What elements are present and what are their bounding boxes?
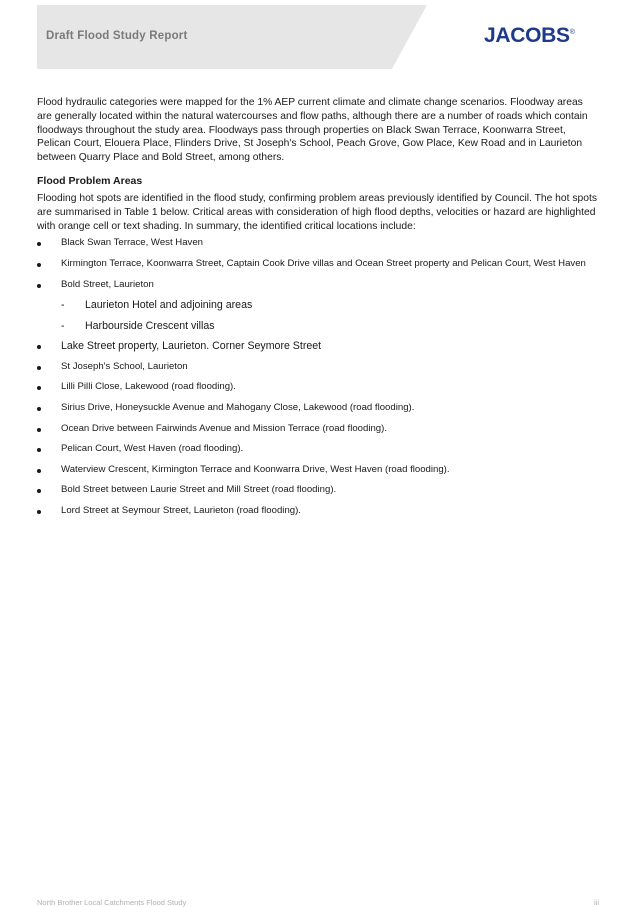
list-item: Pelican Court, West Haven (road flooding). xyxy=(37,443,597,455)
list-item: Ocean Drive between Fairwinds Avenue and Mission Terrace (road flooding). xyxy=(37,423,597,435)
sub-list-item: - Laurieton Hotel and adjoining areas xyxy=(61,298,253,311)
sub-list xyxy=(61,299,597,332)
bullet-icon xyxy=(37,510,41,514)
bullet-icon xyxy=(37,407,41,411)
bullet-icon xyxy=(37,242,41,246)
bullet-icon xyxy=(37,448,41,452)
bullet-icon xyxy=(37,386,41,390)
bullet-icon xyxy=(37,489,41,493)
list-item: Bold Street, Laurieton - Laurieton Hotel and adjoining areas - Harbourside Crescent villas xyxy=(37,279,597,332)
bullet-icon xyxy=(37,469,41,473)
list-item: Bold Street between Laurie Street and Mill Street (road flooding). xyxy=(37,484,597,496)
logo-text: JACOBS xyxy=(484,24,570,47)
page-number: iii xyxy=(594,898,599,907)
section-paragraph: Flooding hot spots are identified in the flood study, confirming problem areas previously identified by Council. The hot spots are summarised in Table 1 below. Critical areas with consideration of high flood depths, velocities or hazard are highlighted with orange cell or text shading. In summary, the identified critical locations include: xyxy=(37,192,597,232)
report-title: Draft Flood Study Report xyxy=(46,30,188,42)
list-item: Waterview Crescent, Kirmington Terrace and Koonwarra Drive, West Haven (road flooding). xyxy=(37,464,597,476)
bullet-icon xyxy=(37,366,41,370)
footer-text: North Brother Local Catchments Flood Study xyxy=(37,898,187,907)
list-item: Black Swan Terrace, West Haven xyxy=(37,237,597,249)
jacobs-logo xyxy=(484,24,575,48)
list-item: Kirmington Terrace, Koonwarra Street, Captain Cook Drive villas and Ocean Street property and Pelican Court, West Haven xyxy=(37,258,597,270)
bullet-icon xyxy=(37,428,41,432)
list-item: Lilli Pilli Close, Lakewood (road flooding). xyxy=(37,381,597,393)
bullet-icon xyxy=(37,345,41,349)
sub-list-item: - Harbourside Crescent villas xyxy=(61,319,215,332)
section-heading: Flood Problem Areas xyxy=(37,174,143,187)
list-item: Lord Street at Seymour Street, Laurieton (road flooding). xyxy=(37,505,597,517)
registered-mark: ® xyxy=(569,29,575,36)
list-item: Lake Street property, Laurieton. Corner Seymore Street xyxy=(37,340,597,352)
intro-paragraph: Flood hydraulic categories were mapped for the 1% AEP current climate and climate change scenarios. Floodway areas are generally located within the natural watercourses and flow paths, although there are a number of roads which contain floodways throughout the study area. Floodways pass through properties on Black Swan Terrace, Koonwarra Street, Pelican Court, Elouera Place, Flinders Drive, St Joseph's School, Peach Grove, Gow Place, Kew Road and in Laurieton between Quarry Place and Bold Street, among others. xyxy=(37,97,588,164)
document-body xyxy=(37,96,597,526)
dash-icon: - xyxy=(61,319,65,332)
dash-icon: - xyxy=(61,298,65,311)
list-item: Sirius Drive, Honeysuckle Avenue and Mahogany Close, Lakewood (road flooding). xyxy=(37,402,597,414)
bullet-icon xyxy=(37,284,41,288)
critical-locations-list xyxy=(37,237,597,517)
list-item: St Joseph's School, Laurieton xyxy=(37,361,597,373)
bullet-icon xyxy=(37,263,41,267)
